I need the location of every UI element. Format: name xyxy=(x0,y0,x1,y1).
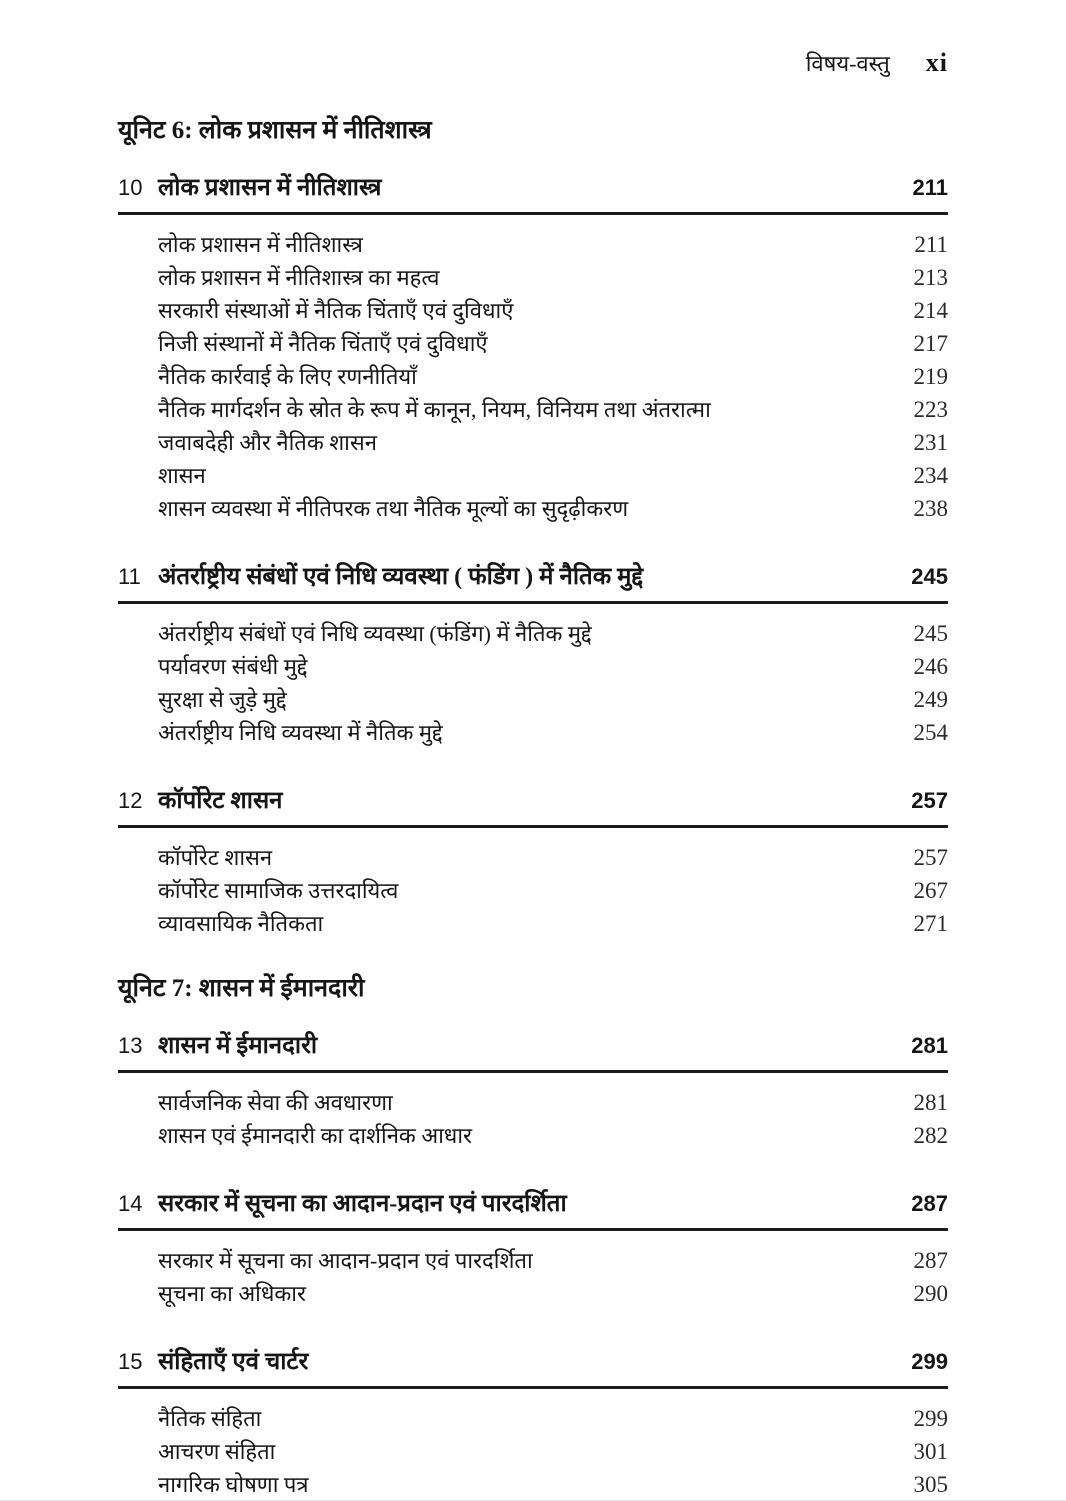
entry-title: शासन व्यवस्था में नीतिपरक तथा नैतिक मूल्यों का सुदृढ़ीकरण xyxy=(158,496,629,521)
entry-title: नैतिक मार्गदर्शन के स्रोत के रूप में कानून, नियम, विनियम तथा अंतरात्मा xyxy=(158,397,711,422)
entry-page: 290 xyxy=(913,1281,948,1306)
entry-page: 281 xyxy=(913,1090,948,1115)
toc-entry xyxy=(118,1468,948,1501)
entry-page: 254 xyxy=(913,720,948,745)
entry-page: 271 xyxy=(913,911,948,936)
entry-page: 301 xyxy=(913,1439,948,1464)
chapter-title: शासन में ईमानदारी xyxy=(158,1033,318,1059)
chapter-page: 211 xyxy=(912,175,948,200)
toc-entry xyxy=(118,841,948,874)
chapter-title: कॉर्पोरेट शासन xyxy=(158,788,283,814)
entry-page: 249 xyxy=(913,687,948,712)
chapter-number: 10 xyxy=(118,175,143,200)
entry-page: 246 xyxy=(913,654,948,679)
toc-entry xyxy=(118,294,948,327)
chapter-number: 12 xyxy=(118,788,143,813)
entry-title: अंतर्राष्ट्रीय संबंधों एवं निधि व्यवस्था (फंडिंग) में नैतिक मुद्दे xyxy=(158,621,592,646)
chapter-row xyxy=(118,170,948,215)
toc-entry xyxy=(118,1277,948,1310)
chapter-page: 257 xyxy=(911,788,948,813)
chapter-page: 287 xyxy=(911,1191,948,1216)
folio-roman: xi xyxy=(925,48,948,77)
entry-title: निजी संस्थानों में नैतिक चिंताएँ एवं दुविधाएँ xyxy=(158,331,488,356)
toc-entry xyxy=(118,874,948,907)
chapter-title: सरकार में सूचना का आदान-प्रदान एवं पारदर्शिता xyxy=(158,1191,567,1217)
chapter-row xyxy=(118,783,948,828)
entry-title: शासन एवं ईमानदारी का दार्शनिक आधार xyxy=(158,1123,473,1148)
chapter-title: संहिताएँ एवं चार्टर xyxy=(158,1349,309,1375)
unit-heading: यूनिट 6: लोक प्रशासन में नीतिशास्त्र xyxy=(118,117,432,144)
toc-entry xyxy=(118,459,948,492)
entry-title: अंतर्राष्ट्रीय निधि व्यवस्था में नैतिक मुद्दे xyxy=(158,720,443,745)
entry-page: 238 xyxy=(913,496,948,521)
entry-title: कॉर्पोरेट शासन xyxy=(158,845,273,870)
entry-page: 214 xyxy=(913,298,948,323)
toc-entry xyxy=(118,617,948,650)
chapter-number: 15 xyxy=(118,1349,143,1374)
toc-entry xyxy=(118,393,948,426)
page-header xyxy=(118,48,948,78)
entry-page: 211 xyxy=(914,232,948,257)
toc-entry xyxy=(118,426,948,459)
toc-entry xyxy=(118,360,948,393)
entry-title: सार्वजनिक सेवा की अवधारणा xyxy=(158,1090,393,1115)
entry-title: कॉर्पोरेट सामाजिक उत्तरदायित्व xyxy=(158,878,399,903)
toc-entry xyxy=(118,327,948,360)
toc-entry xyxy=(118,1244,948,1277)
chapter-entries xyxy=(118,1402,948,1501)
entry-title: लोक प्रशासन में नीतिशास्त्र xyxy=(158,232,363,257)
chapter-entries xyxy=(118,228,948,525)
chapter-title: अंतर्राष्ट्रीय संबंधों एवं निधि व्यवस्था ( फंडिंग ) में नैतिक मुद्दे xyxy=(158,564,644,590)
entry-page: 217 xyxy=(913,331,948,356)
entry-title: सुरक्षा से जुड़े मुद्दे xyxy=(158,687,287,712)
chapter-page: 281 xyxy=(911,1033,948,1058)
toc-entry xyxy=(118,1119,948,1152)
entry-title: व्यावसायिक नैतिकता xyxy=(158,911,324,936)
toc-entry xyxy=(118,907,948,940)
entry-title: नैतिक कार्रवाई के लिए रणनीतियाँ xyxy=(158,364,417,389)
toc-entry xyxy=(118,1402,948,1435)
entry-page: 257 xyxy=(913,845,948,870)
chapter-page: 245 xyxy=(911,564,948,589)
entry-title: नागरिक घोषणा पत्र xyxy=(158,1472,309,1497)
entry-title: लोक प्रशासन में नीतिशास्त्र का महत्व xyxy=(158,265,440,290)
entry-title: सूचना का अधिकार xyxy=(158,1281,306,1306)
toc-entry xyxy=(118,228,948,261)
entry-page: 223 xyxy=(913,397,948,422)
entry-title: सरकार में सूचना का आदान-प्रदान एवं पारदर्शिता xyxy=(158,1248,533,1273)
entry-title: सरकारी संस्थाओं में नैतिक चिंताएँ एवं दुविधाएँ xyxy=(158,298,514,323)
running-head: विषय-वस्तु xyxy=(805,51,890,76)
unit-heading: यूनिट 7: शासन में ईमानदारी xyxy=(118,975,365,1002)
entry-page: 245 xyxy=(913,621,948,646)
toc-entry xyxy=(118,261,948,294)
toc-entry xyxy=(118,1086,948,1119)
entry-title: जवाबदेही और नैतिक शासन xyxy=(158,430,377,455)
chapter-row xyxy=(118,1028,948,1073)
entry-page: 234 xyxy=(913,463,948,488)
entry-page: 219 xyxy=(913,364,948,389)
chapter-entries xyxy=(118,1086,948,1152)
entry-page: 231 xyxy=(913,430,948,455)
entry-page: 287 xyxy=(913,1248,948,1273)
chapter-row xyxy=(118,1344,948,1389)
chapter-entries xyxy=(118,617,948,749)
chapter-number: 14 xyxy=(118,1191,143,1216)
toc-entry xyxy=(118,1435,948,1468)
chapter-entries xyxy=(118,1244,948,1310)
chapter-number: 13 xyxy=(118,1033,143,1058)
toc-entry xyxy=(118,650,948,683)
entry-page: 267 xyxy=(913,878,948,903)
entry-page: 282 xyxy=(913,1123,948,1148)
entry-title: पर्यावरण संबंधी मुद्दे xyxy=(158,654,308,679)
entry-page: 299 xyxy=(913,1406,948,1431)
chapter-entries xyxy=(118,841,948,940)
chapter-number: 11 xyxy=(118,564,141,589)
toc-entry xyxy=(118,492,948,525)
chapter-row xyxy=(118,1186,948,1231)
entry-title: नैतिक संहिता xyxy=(158,1406,262,1431)
toc-entry xyxy=(118,716,948,749)
entry-page: 213 xyxy=(913,265,948,290)
toc-entry xyxy=(118,683,948,716)
entry-title: शासन xyxy=(158,463,206,488)
entry-page: 305 xyxy=(913,1472,948,1497)
entry-title: आचरण संहिता xyxy=(158,1439,276,1464)
chapter-row xyxy=(118,559,948,604)
chapter-page: 299 xyxy=(911,1349,948,1374)
chapter-title: लोक प्रशासन में नीतिशास्त्र xyxy=(158,175,382,201)
